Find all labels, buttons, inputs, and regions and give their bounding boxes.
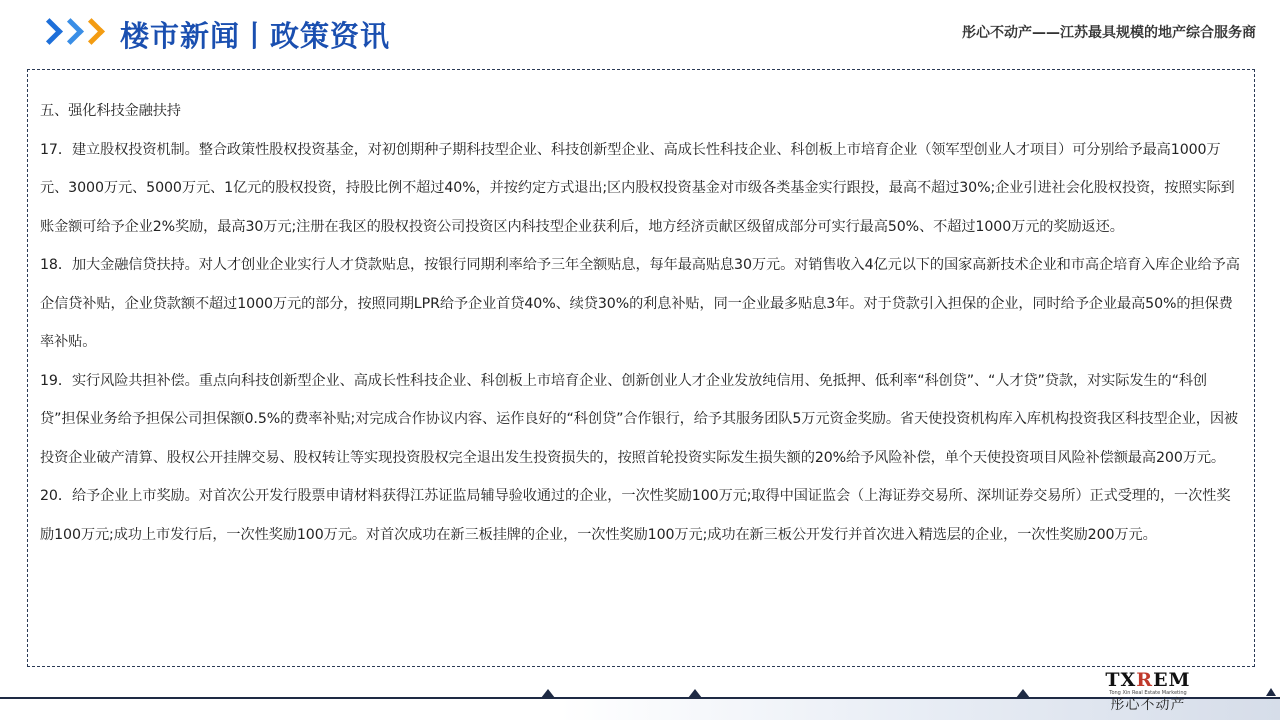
- corner-triangle-icon: [1266, 688, 1276, 696]
- company-tagline: 彤心不动产——江苏最具规模的地产综合服务商: [962, 25, 1256, 41]
- content-box: [27, 69, 1255, 667]
- company-logo: [1096, 670, 1200, 714]
- footer-triangle-marker: [688, 689, 702, 698]
- footer-triangle-marker: [1016, 689, 1030, 698]
- footer-triangle-marker: [541, 689, 555, 698]
- logo-chinese-name: 彤心不动产: [1110, 697, 1186, 713]
- header: [0, 0, 1280, 66]
- page-title: 楼市新闻丨政策资讯: [120, 19, 391, 53]
- section-heading: 五、强化科技金融扶持: [40, 103, 181, 119]
- logo-wordmark: TXREM: [1105, 669, 1191, 691]
- footer-divider: [0, 697, 1280, 699]
- paragraph-19: 19．实行风险共担补偿。重点向科技创新型企业、高成长性科技企业、科创板上市培育企业、创新创业人才企业发放纯信用、免抵押、低利率“科创贷”、“人才贷”贷款，对实际发生的“科创贷”担保业务给予担保公司担保额0.5%的费率补贴;对完成合作协议内容、运作良好的“科创贷”合作银行，给予其服务团队5万元资金奖励。省天使投资机构库入库机构投资我区科技型企业，因被投资企业破产清算、股权公开挂牌交易、股权转让等实现投资股权完全退出发生投资损失的，按照首轮投资实际发生损失额的20%给予风险补偿，单个天使投资项目风险补偿额最高200万元。: [40, 372, 1239, 466]
- paragraph-17: 17．建立股权投资机制。整合政策性股权投资基金，对初创期种子期科技型企业、科技创新型企业、高成长性科技企业、科创板上市培育企业（领军型创业人才项目）可分别给予最高1000万元、3000万元、5000万元、1亿元的股权投资，持股比例不超过40%，并按约定方式退出;区内股权投资基金对市级各类基金实行跟投，最高不超过30%;企业引进社会化股权投资，按照实际到账金额可给予企业2%奖励，最高30万元;注册在我区的股权投资公司投资区内科技型企业获利后，地方经济贡献区级留成部分可实行最高50%、不超过1000万元的奖励返还。: [40, 141, 1235, 235]
- paragraph-18: 18．加大金融信贷扶持。对人才创业企业实行人才贷款贴息，按银行同期利率给予三年全额贴息，每年最高贴息30万元。对销售收入4亿元以下的国家高新技术企业和市高企培育入库企业给予高企信贷补贴，企业贷款额不超过1000万元的部分，按照同期LPR给予企业首贷40%、续贷30%的利息补贴，同一企业最多贴息3年。对于贷款引入担保的企业，同时给予企业最高50%的担保费率补贴。: [40, 257, 1240, 350]
- logo-subtitle: Tong Xin Real Estate Marketing: [1109, 690, 1187, 696]
- chevron-arrows-icon: [40, 22, 103, 41]
- paragraph-20: 20．给予企业上市奖励。对首次公开发行股票申请材料获得江苏证监局辅导验收通过的企业，一次性奖励100万元;取得中国证监会（上海证券交易所、深圳证券交易所）正式受理的，一次性奖励100万元;成功上市发行后，一次性奖励100万元。对首次成功在新三板挂牌的企业，一次性奖励100万元;成功在新三板公开发行并首次进入精选层的企业，一次性奖励200万元。: [40, 488, 1231, 543]
